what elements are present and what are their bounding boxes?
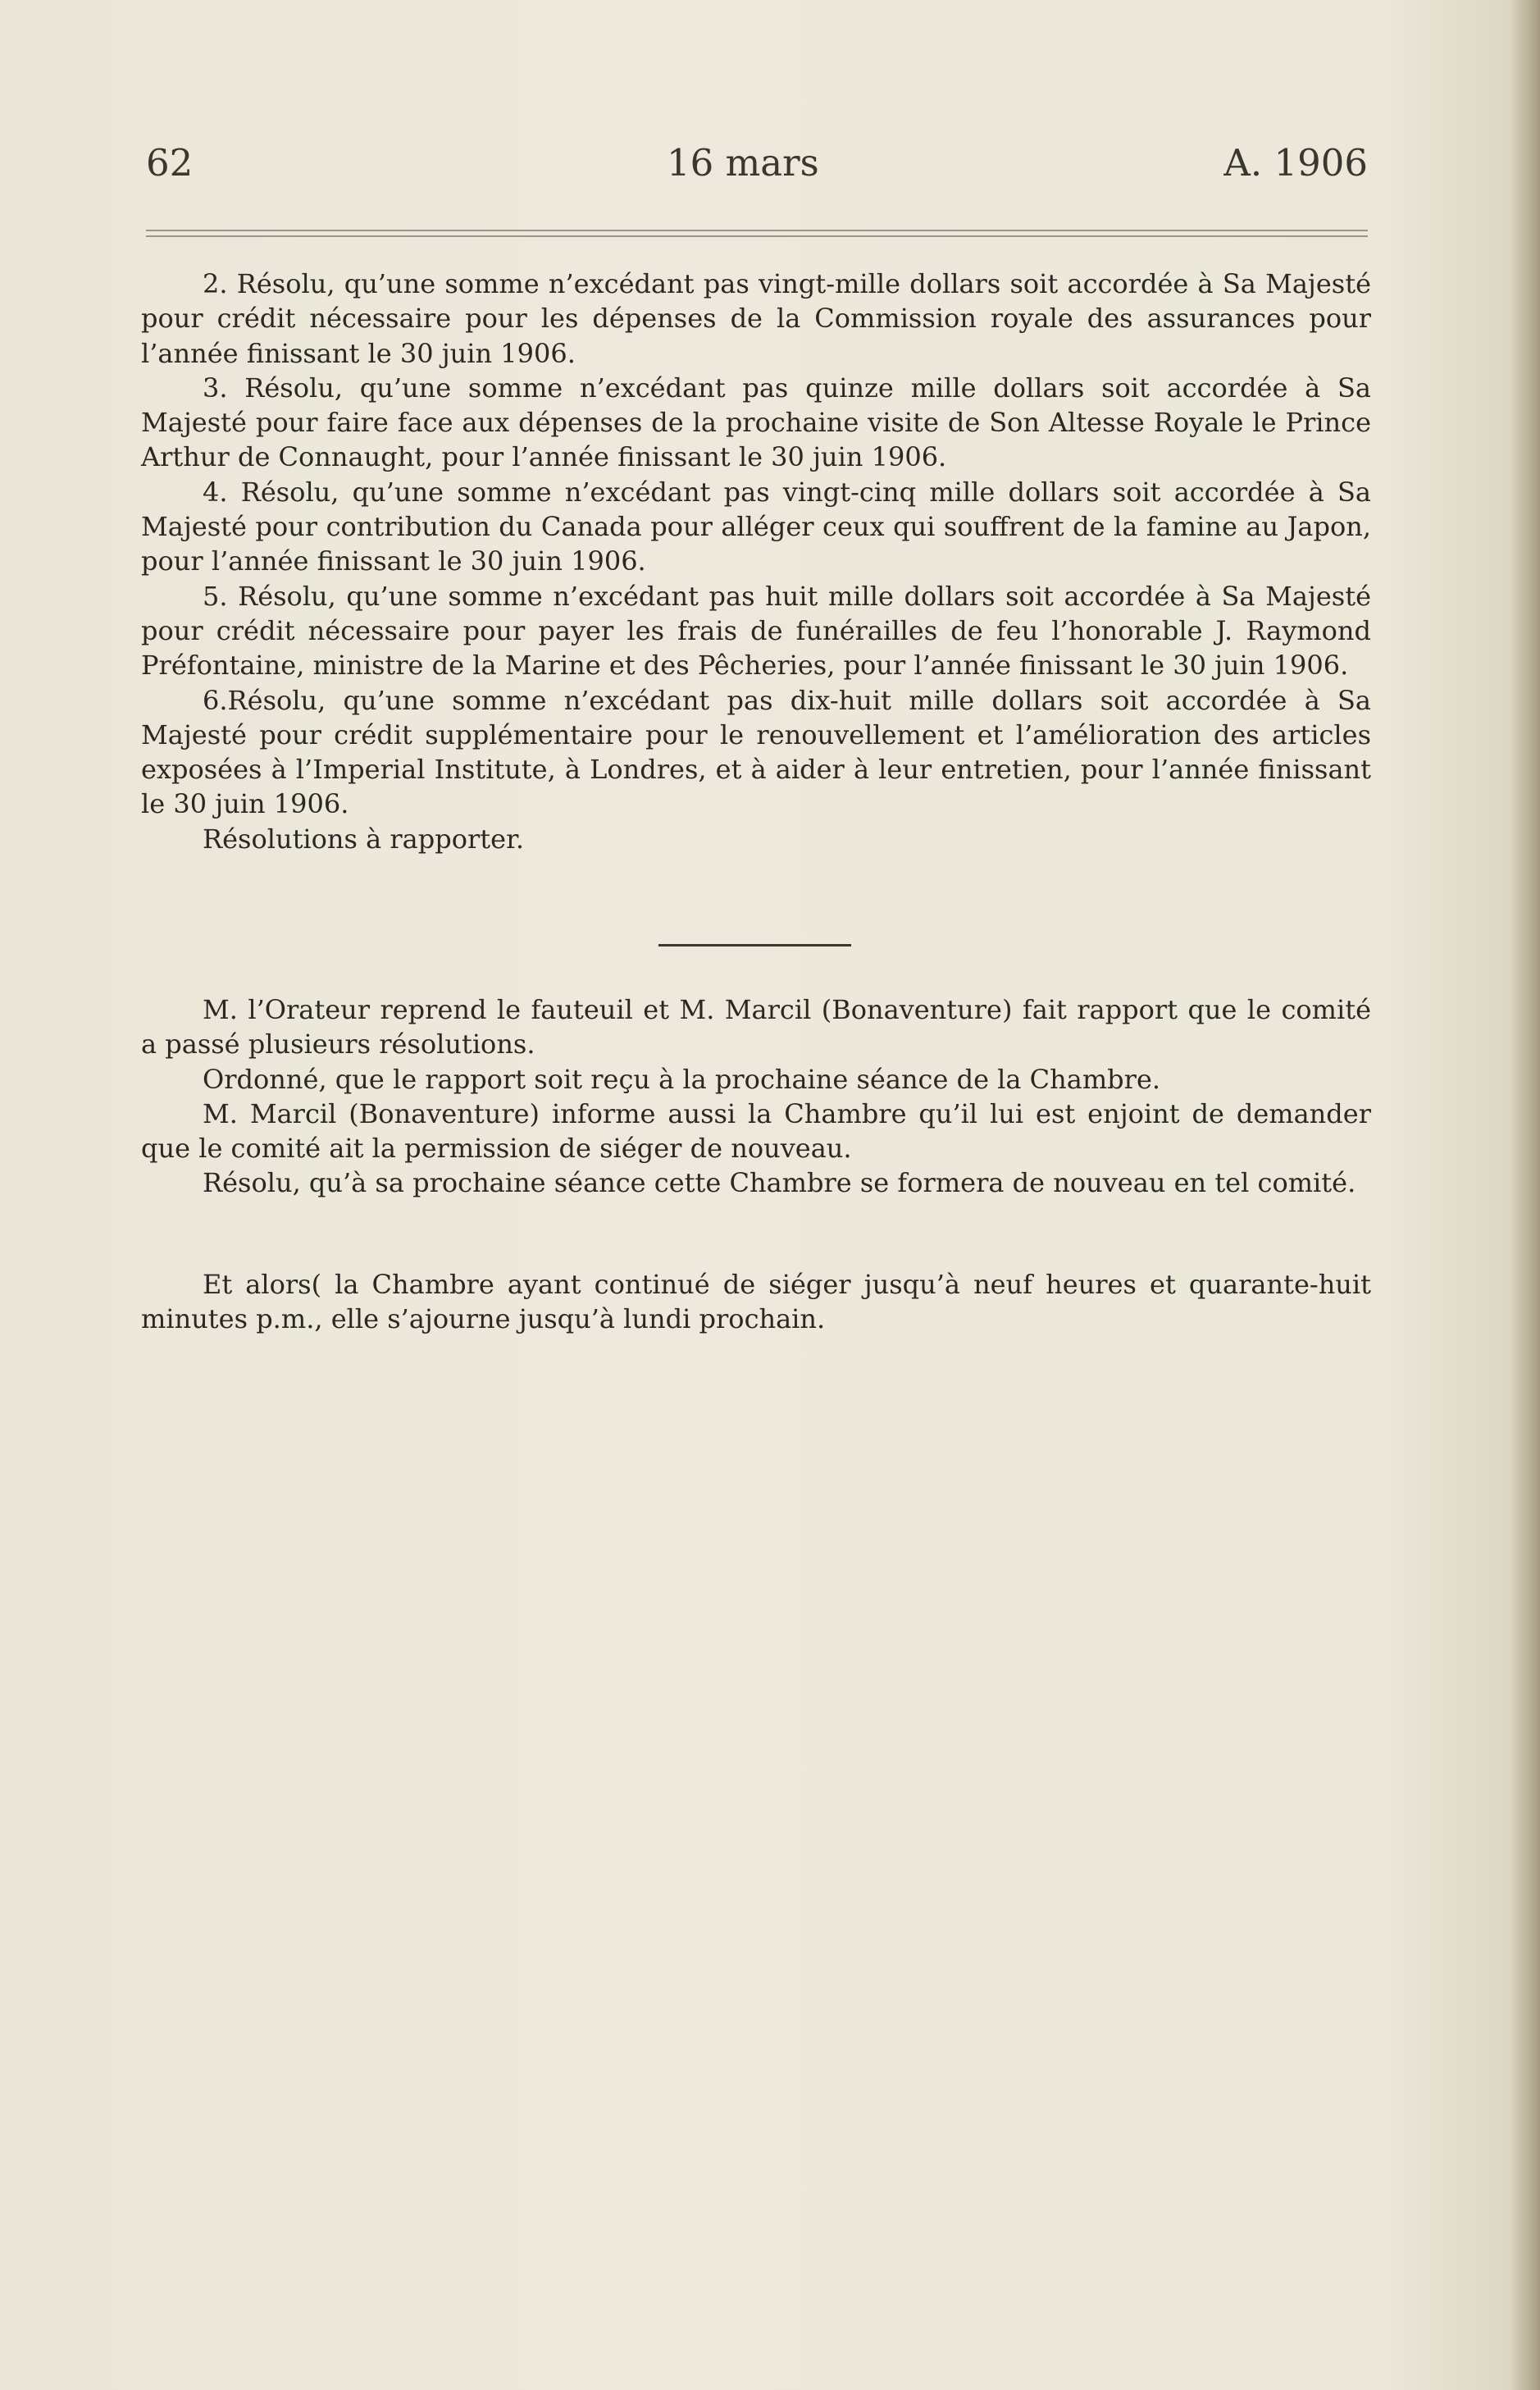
adjournment-paragraph: Et alors( la Chambre ayant continué de siéger jusqu’à neuf heures et quarante-huit minutes p.m., elle s’ajourne jusqu’à lundi prochain. [141, 1269, 1371, 1335]
header-rule-top [146, 230, 1368, 231]
resolution-6: 6.Résolu, qu’une somme n’excédant pas dix-huit mille dollars soit accordée à Sa Majesté pour crédit supplémentaire pour le renouvellement et l’amélioration des articles exposées à l’Imperial Institute, à Londres, et à aider à leur entretien, pour l’année finissant le 30 juin 1906. [141, 684, 1371, 820]
marcil-request: M. Marcil (Bonaventure) informe aussi la Chambre qu’il lui est enjoint de demander que le comité ait la permission de siéger de nouveau. [141, 1097, 1371, 1165]
order-report-received: Ordonné, que le rapport soit reçu à la prochaine séance de la Chambre. [203, 1063, 1161, 1095]
committee-resolution: Résolu, qu’à sa prochaine séance cette Chambre se formera de nouveau en tel comité. [203, 1167, 1356, 1199]
adjournment-section [141, 1267, 1371, 1337]
resolutions-section [141, 267, 1371, 856]
proceedings-section [141, 992, 1371, 1201]
header-year: A. 1906 [1223, 141, 1368, 185]
speaker-report: M. l’Orateur reprend le fauteuil et M. Marcil (Bonaventure) fait rapport que le comité a passé plusieurs résolutions. [141, 994, 1371, 1060]
resolution-5: 5. Résolu, qu’une somme n’excédant pas huit mille dollars soit accordée à Sa Majesté pour crédit nécessaire pour payer les frais de funérailles de feu l’honorable J. Raymond Préfontaine, ministre de la Marine et des Pêcheries, pour l’année finissant le 30 juin 1906. [141, 580, 1371, 682]
header-date: 16 mars [667, 141, 819, 185]
page-header [146, 141, 1368, 190]
section-separator [658, 944, 851, 946]
resolutions-to-report: Résolutions à rapporter. [203, 823, 525, 855]
page-number: 62 [146, 141, 194, 185]
resolution-3: 3. Résolu, qu’une somme n’excédant pas quinze mille dollars soit accordée à Sa Majesté pour faire face aux dépenses de la prochaine visite de Son Altesse Royale le Prince Arthur de Connaught, pour l’année finissant le 30 juin 1906. [141, 372, 1371, 473]
resolution-2: 2. Résolu, qu’une somme n’excédant pas vingt-mille dollars soit accordée à Sa Majesté pour crédit nécessaire pour les dépenses de la Commission royale des assurances pour l’année finissant le 30 juin 1906. [141, 268, 1371, 369]
resolution-4: 4. Résolu, qu’une somme n’excédant pas vingt-cinq mille dollars soit accordée à Sa Majesté pour contribution du Canada pour alléger ceux qui souffrent de la famine au Japon, pour l’année finissant le 30 juin 1906. [141, 476, 1371, 577]
page-edge-shadow [1509, 0, 1540, 2390]
header-rule-bottom [146, 235, 1368, 237]
